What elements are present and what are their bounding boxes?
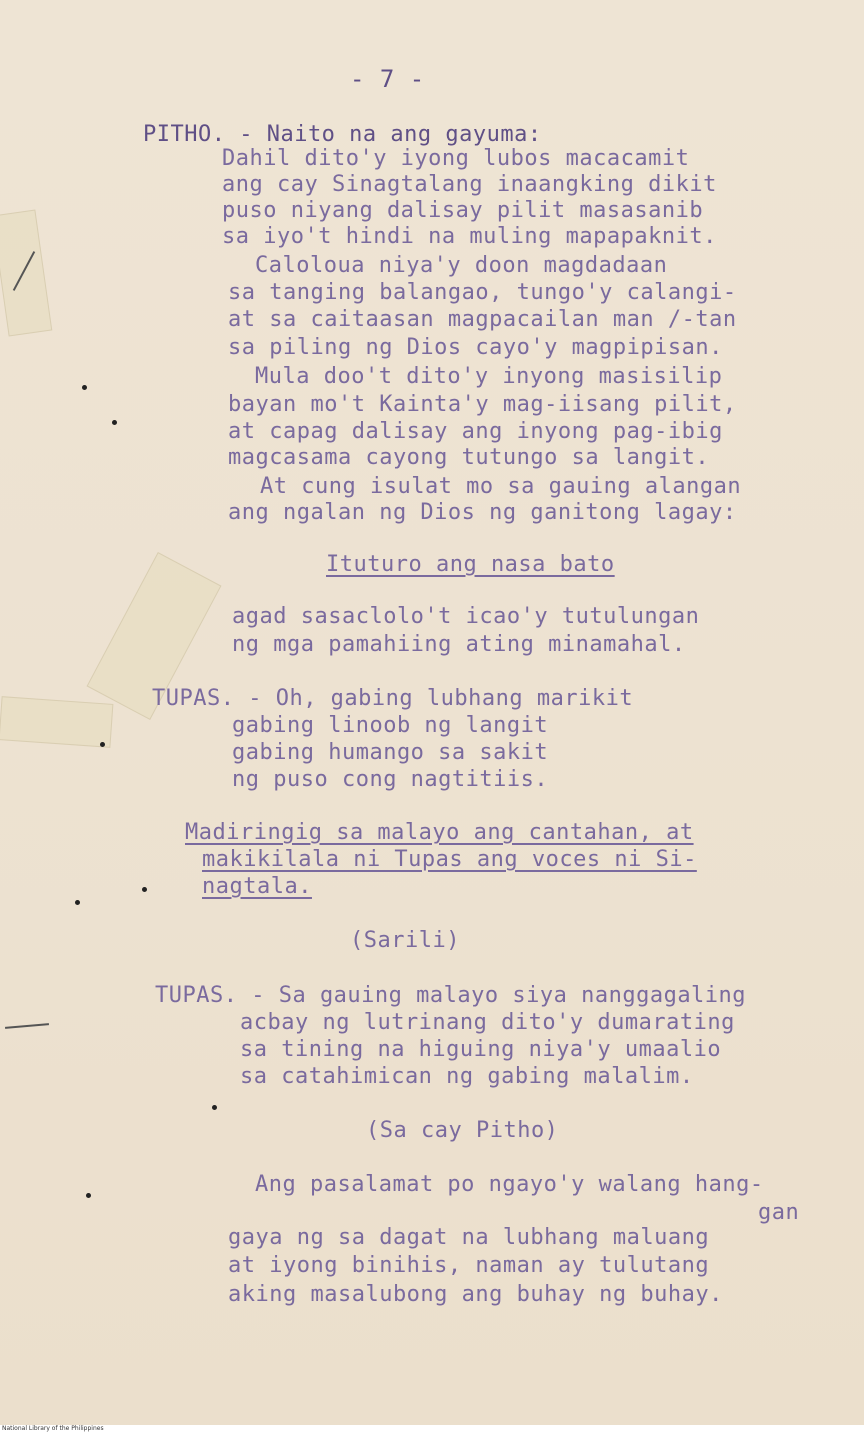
stage-direction-line: makikilala ni Tupas ang voces ni Si- [202,847,697,872]
verse-line: sa piling ng Dios cayo'y magpipisan. [228,335,723,360]
verse-line: Mula doo't dito'y inyong masisilip [255,364,723,389]
page-number: - 7 - [350,65,425,93]
verse-line: sa tining na higuing niya'y umaalio [240,1037,722,1062]
verse-line: gabing linoob ng langit [232,713,549,738]
stage-direction-line: Madiringig sa malayo ang cantahan, at [185,820,694,845]
inscription-line: Ituturo ang nasa bato [326,552,615,577]
margin-speck [112,420,117,425]
verse-line: at iyong binihis, naman ay tulutang [228,1253,710,1278]
speaker-line: TUPAS. - Sa gauing malayo siya nanggagaling [155,983,747,1008]
verse-line: Ang pasalamat po ngayo'y walang hang- [255,1172,764,1197]
verse-line: ng mga pamahiing ating minamahal. [232,632,686,657]
margin-speck [100,742,105,747]
margin-speck [86,1193,91,1198]
verse-line: ng puso cong nagtitiis. [232,767,549,792]
verse-line: bayan mo't Kainta'y mag-iisang pilit, [228,392,737,417]
verse-line: puso niyang dalisay pilit masasanib [222,198,704,223]
verse-line: Caloloua niya'y doon magdadaan [255,253,668,278]
stage-direction-aside: (Sarili) [350,928,460,953]
margin-speck [75,900,80,905]
tape-mark-upper [0,210,52,337]
margin-crease-lower [5,1023,49,1029]
verse-line: gabing humango sa sakit [232,740,549,765]
tape-mark-lower [0,696,113,748]
verse-line: at sa caitaasan magpacailan man /-tan [228,307,737,332]
stage-direction-aside: (Sa cay Pitho) [366,1118,559,1143]
margin-speck [142,887,147,892]
margin-speck [82,385,87,390]
verse-line: ang ngalan ng Dios ng ganitong lagay: [228,500,737,525]
stage-direction-line: nagtala. [202,874,312,899]
verse-line: gan [758,1200,800,1225]
margin-speck [212,1105,217,1110]
speaker-line: PITHO. - Naito na ang gayuma: [143,122,542,147]
speaker-line: TUPAS. - Oh, gabing lubhang marikit [152,686,634,711]
verse-line: Dahil dito'y iyong lubos macacamit [222,146,690,171]
verse-line: sa tanging balangao, tungo'y calangi- [228,280,737,305]
verse-line: aking masalubong ang buhay ng buhay. [228,1282,723,1307]
library-footer: National Library of the Philippines [0,1425,864,1433]
verse-line: At cung isulat mo sa gauing alangan [260,474,742,499]
verse-line: magcasama cayong tutungo sa langit. [228,445,710,470]
verse-line: acbay ng lutrinang dito'y dumarating [240,1010,735,1035]
verse-line: gaya ng sa dagat na lubhang maluang [228,1225,710,1250]
verse-line: ang cay Sinagtalang inaangking dikit [222,172,717,197]
verse-line: sa iyo't hindi na muling mapapaknit. [222,224,717,249]
verse-line: agad sasaclolo't icao'y tutulungan [232,604,700,629]
verse-line: sa catahimican ng gabing malalim. [240,1064,694,1089]
verse-line: at capag dalisay ang inyong pag-ibig [228,419,723,444]
